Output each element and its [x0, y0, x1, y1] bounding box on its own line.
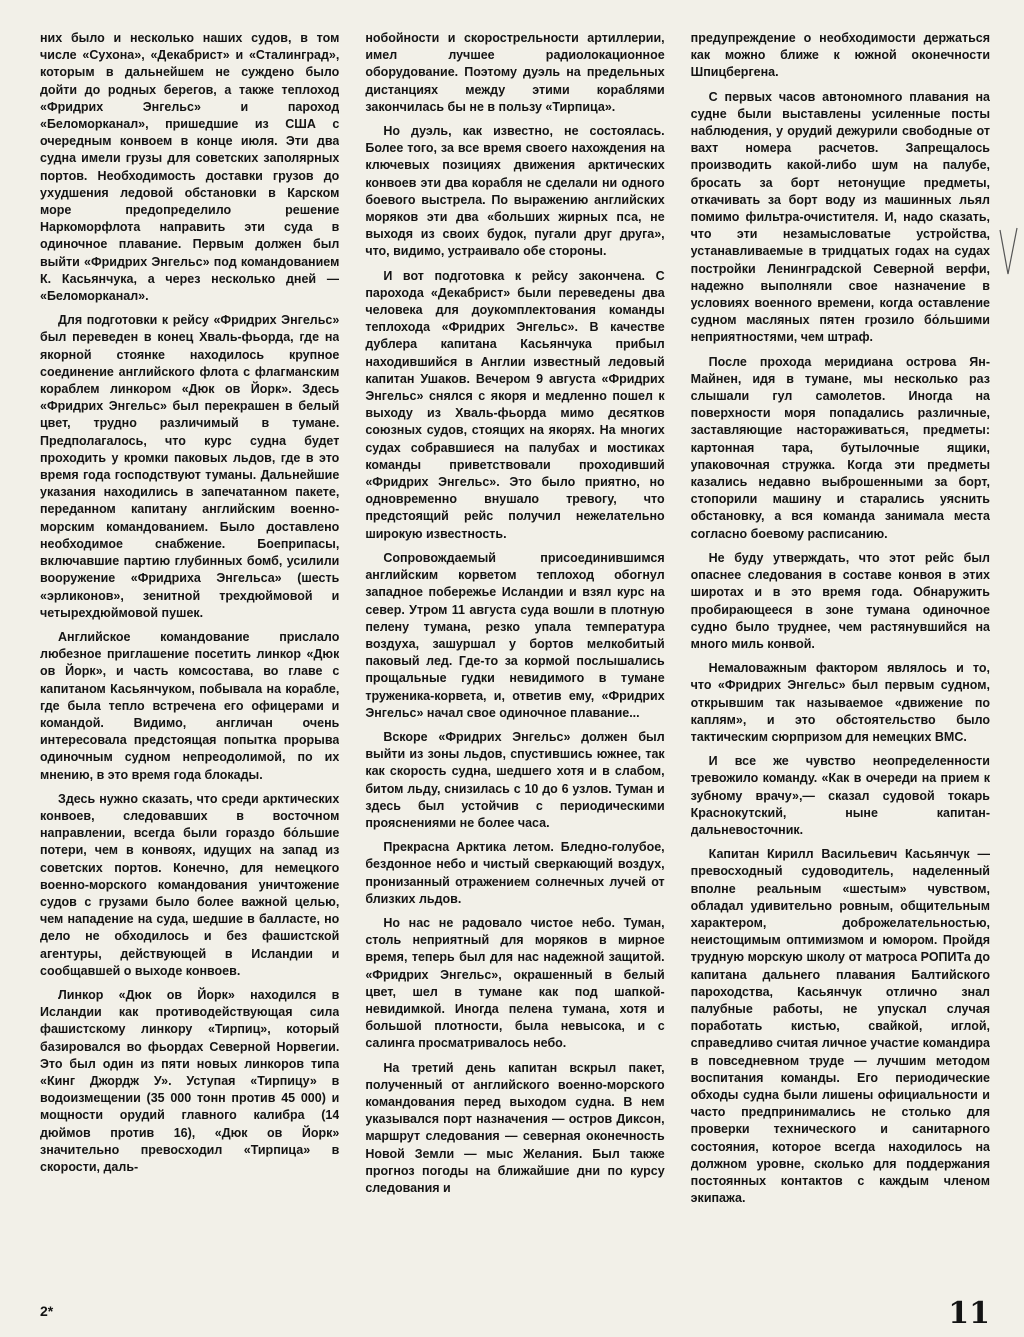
- paragraph: После прохода меридиана острова Ян-Майнен, идя в тумане, мы несколько раз слышали гул самолетов. Иногда на поверхности моря попадались различные, заставляющие настораживаться, предметы: картонная тара, бутылочные ящики, упаковочная стружка. Когда эти предметы казались недавно выброшенными за борт, стопорили машину и старались уяснить обстановку, а вся команда занимала места согласно боевому расписанию.: [690, 354, 990, 541]
- paragraph: Сопровождаемый присоединившимся английским корветом теплоход обогнул западное побережье Исландии и взял курс на север. Утром 11 августа суда вошли в плотную пелену тумана, резко упала температура воздуха, зашуршал у бортов мелкобитый паковый лед. Где-то за кормой послышались прощальные гудки невидимого в тумане труженика-корвета, и, ответив ему, «Фридрих Энгельс» начал свое одиночное плавание...: [365, 550, 665, 720]
- text-column-1: [40, 30, 339, 1300]
- paragraph: Но дуэль, как известно, не состоялась. Более того, за все время своего нахождения на ключевых позициях движения арктических конвоев эти два корабля не сделали ни одного боевого выстрела. По выражению английских моряков эти два «больших жирных пса, не выходя из своих будок, пугали друг друга», что, видимо, устраивало обе стороны.: [365, 124, 665, 259]
- paragraph: Но нас не радовало чистое небо. Туман, столь неприятный для моряков в мирное время, теперь был для нас надежной защитой. «Фридрих Энгельс», окрашенный в белый цвет, шел в тумане как под шапкой-невидимкой. Иногда пелена тумана, хотя и большой плотности, была невысока, и с салинга просматривалось небо.: [365, 915, 665, 1051]
- paragraph: Капитан Кирилл Васильевич Касьянчук — превосходный судоводитель, наделенный вполне реальным «шестым» чувством, обладал удивительно ровным, общительным характером, доброжелательностью, неистощимым оптимизмом и юмором. Пройдя трудную морскую школу от матроса РОПИТа до капитана дальнего плавания Балтийского пароходства, Касьянчук отлично знал палубные работы, не упускал случая поработать кистью, свайкой, иглой, справедливо считая личное участие командира в повседневном труде — лучшим методом воспитания команды. Его периодические обходы судна были лишены официальности и часто предпринимались не столько для проверки технического и санитарного состояния, которое всегда находилось на должном уровне, сколько для поддержания постоянных контактов с каждым членом экипажа.: [690, 847, 990, 1206]
- paragraph: нобойности и скорострельности артиллерии, имел лучшее радиолокационное оборудование. Поэтому дуэль на предельных дистанциях между этими кораблями закончилась бы не в пользу «Тирпица».: [365, 31, 665, 114]
- paragraph: Немаловажным фактором являлось и то, что «Фридрих Энгельс» был первым судном, открывшим так называемое «движение по каплям», и это обстоятельство было тактическим сюрпризом для немецких ВМС.: [690, 661, 990, 744]
- paragraph: предупреждение о необходимости держаться как можно ближе к южной оконечности Шпицбергена.: [690, 31, 990, 80]
- paragraph: Вскоре «Фридрих Энгельс» должен был выйти из зоны льдов, спустившись южнее, так как скорость судна, шедшего хотя и в слабом, битом льду, снизилась с 10 до 6 узлов. Туман и здесь был устойчив с периодическими прояснениями не более часа.: [365, 729, 665, 830]
- paragraph: Линкор «Дюк ов Йорк» находился в Исландии как противодействующая сила фашистскому линкору «Тирпиц», который базировался во фьордах Северной Норвегии. Это был один из пяти новых линкоров типа «Кинг Джордж У». Уступая «Тирпицу» в водоизмещении (35 000 тонн против 45 000) и мощности орудий главного калибра (14 дюймов против 16), «Дюк ов Йорк» значительно превосходил «Тирпица» в скорости, даль-: [40, 987, 340, 1174]
- paragraph: Здесь нужно сказать, что среди арктических конвоев, следовавших в восточном направлении, всегда были гораздо бо́льшие потери, чем в конвоях, идущих на запад из советских портов. Конечно, для немецкого военно-морского командования уничтожение судов с грузами было более важной целью, чем нападение на суда, шедшие в балласте, но дело не обходилось и без фашистской агентуры, действующей в Исландии и сообщавшей о выходе конвоев.: [40, 791, 340, 978]
- paragraph: них было и несколько наших судов, в том числе «Сухона», «Декабрист» и «Сталинград», которым в дальнейшем не суждено было дойти до родных берегов, а также теплоход «Фридрих Энгельс» и пароход «Беломорканал», пришедшие из США с очередным конвоем в конце июля. Эти два судна имели грузы для советских заполярных портов. Необходимость доставки грузов до ухудшения ледовой обстановки в Карском море предопределило решение Наркоморфлота направить эти суда в одиночное плавание. Первым должен был выйти «Фридрих Энгельс» под командованием К. Касьянчука, а через несколько дней — «Беломорканал».: [40, 31, 340, 304]
- paragraph: С первых часов автономного плавания на судне были выставлены усиленные посты наблюдения, у орудий дежурили свободные от вахт номера расчетов. Запрещалось производить какой-либо шум на палубе, бросать за борт нетонущие предметы, откачивать за борт воду из машинных льял помимо фильтра-очистителя. И, надо сказать, что эти незамысловатые устройства, устанавливаемые в тридцатых годах на судах постройки Ленинградской Северной верфи, надежно выполняли свое назначение в условиях военного времени, когда оставление судном масляных пятен грозило бо́льшими неприятностями, чем штраф.: [690, 89, 990, 345]
- margin-pencil-mark: [998, 226, 1020, 286]
- article-page: [40, 30, 990, 1300]
- text-column-2: [365, 30, 664, 1300]
- paragraph: На третий день капитан вскрыл пакет, полученный от английского военно-морского командования перед выходом судна. В нем указывался порт назначения — остров Диксон, маршрут следования — северная оконечность Новой Земли — мыс Желания. Был также прогноз погоды на ближайшие дни по курсу следования и: [365, 1060, 665, 1195]
- paragraph: И все же чувство неопределенности тревожило команду. «Как в очереди на прием к зубному врачу»,— сказал судовой токарь Краснокутский, ныне капитан-дальневосточник.: [690, 754, 990, 837]
- paragraph: И вот подготовка к рейсу закончена. С парохода «Декабрист» были переведены два человека для доукомплектования команды теплохода «Фридрих Энгельс». В качестве дублера капитана Касьянчука прибыл находившийся в Англии известный ледовый капитан Ушаков. Вечером 9 августа «Фридрих Энгельс» снялся с якоря и медленно пошел к выходу из Хваль-фьорда мимо десятков союзных судов, стоящих на якорях. На многих судах собравшиеся на палубах и мостиках команды приветствовали проходивший «Фридрих Энгельс». Это было приятно, но одновременно внушало тревогу, что предстоящий рейс получил нежелательно широкую известность.: [365, 268, 665, 541]
- paragraph: Не буду утверждать, что этот рейс был опаснее следования в составе конвоя в этих широтах и в это время года. Обнаружить пробирающееся в зоне тумана одиночное судно было труднее, чем растянувшийся на много миль конвой.: [690, 550, 990, 651]
- paragraph: Английское командование прислало любезное приглашение посетить линкор «Дюк ов Йорк», и часть комсостава, во главе с капитаном Касьянчуком, побывала на корабле, где была тепло встречена его офицерами и командой. Видимо, англичан очень интересовала предстоящая попытка прорыва одиночным судном непреодолимой, по их мнению, в это время года блокады.: [40, 629, 340, 782]
- text-column-3: [691, 30, 990, 1300]
- signature-mark: 2*: [40, 1303, 54, 1319]
- paragraph: Для подготовки к рейсу «Фридрих Энгельс» был переведен в конец Хваль-фьорда, где на якорной стоянке находилось крупное соединение английского флота с флагманским кораблем линкором «Дюк ов Йорк». Здесь «Фридрих Энгельс» был перекрашен в белый цвет, трудно различимый в тумане. Предполагалось, что курс судна будет проходить у кромки паковых льдов, где в это время года господствуют туманы. Дальнейшие указания находились в запечатанном пакете, переданном капитану английским военно-морским командованием. Было доставлено необходимое снабжение. Боеприпасы, включавшие партию глубинных бомб, усилили вооружение «Фридриха Энгельса» (шесть «эрликонов», зенитной трехдюймовой и четырехдюймовой пушек.: [40, 313, 340, 620]
- paragraph: Прекрасна Арктика летом. Бледно-голубое, бездонное небо и чистый сверкающий воздух, пронизанный отражением солнечных лучей от близких льдов.: [365, 840, 665, 906]
- page-number: 11: [948, 1296, 990, 1331]
